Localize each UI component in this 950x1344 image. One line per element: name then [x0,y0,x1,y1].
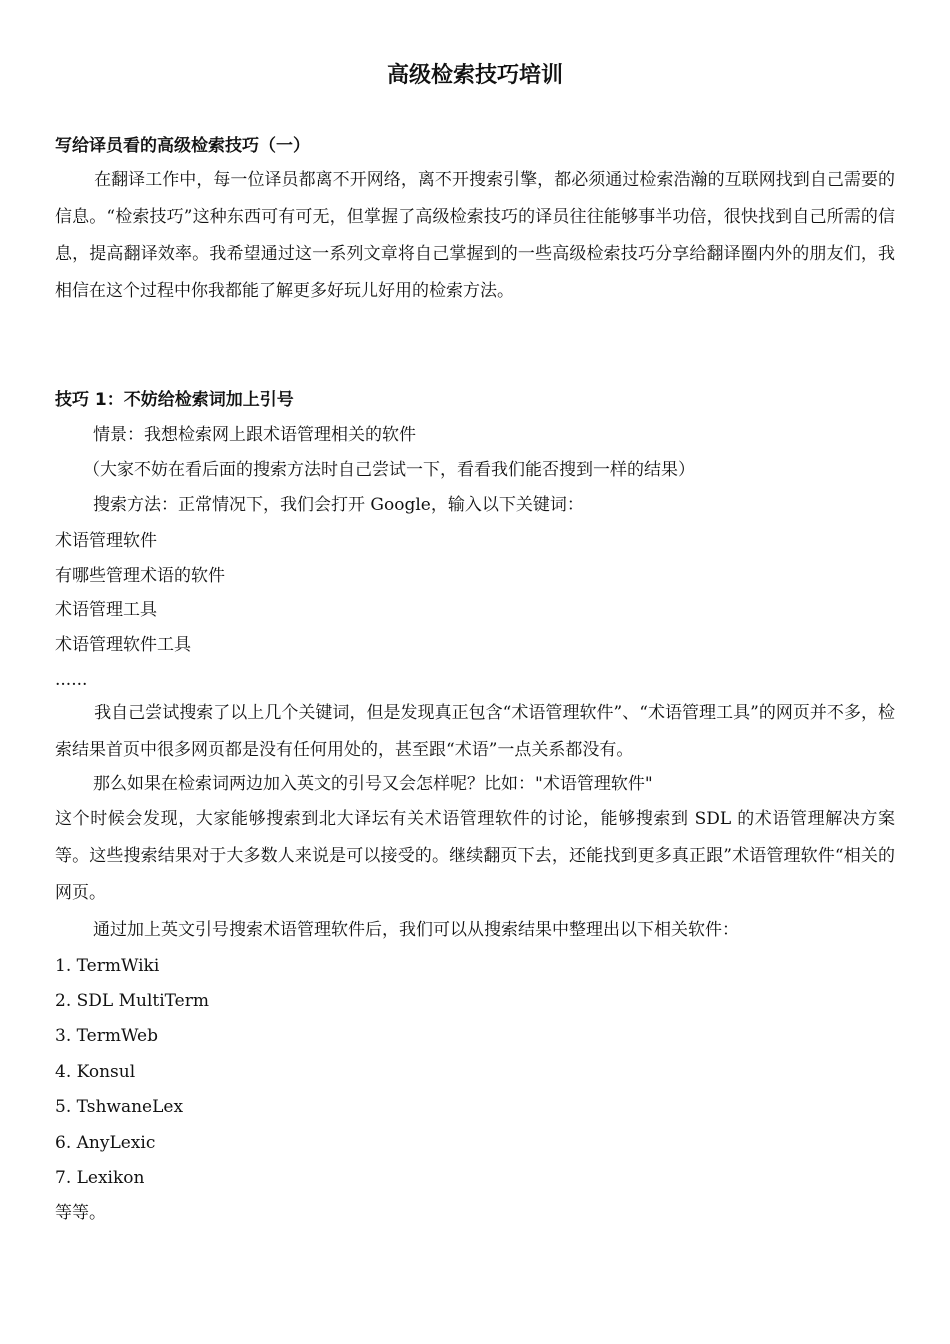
software-item: 1. TermWiki [55,956,160,976]
keyword-item: 术语管理软件 [55,531,157,551]
keyword-item: 有哪些管理术语的软件 [55,566,225,586]
software-item: 3. TermWeb [55,1026,158,1046]
software-item: 7. Lexikon [55,1168,145,1188]
finding-paragraph: 我自己尝试搜索了以上几个关键词，但是发现真正包含“术语管理软件”、“术语管理工具”的网页并不多，检索结果首页中很多网页都是没有任何用处的，甚至跟“术语”一点关系都没有。 [55,703,895,760]
list-intro: 通过加上英文引号搜索术语管理软件后，我们可以从搜索结果中整理出以下相关软件： [93,920,739,940]
section-heading: 写给译员看的高级检索技巧（一） [55,136,310,156]
keyword-ellipsis: ...... [55,670,88,690]
intro-paragraph: 在翻译工作中，每一位译员都离不开网络，离不开搜索引擎，都必须通过检索浩瀚的互联网找到自己需要的信息。“检索技巧”这种东西可有可无，但掌握了高级检索技巧的译员往往能够事半功倍，很快找到自己所需的信息，提高翻译效率。我希望通过这一系列文章将自己掌握到的一些高级检索技巧分享给翻译圈内外的朋友们，我相信在这个过程中你我都能了解更多好玩儿好用的检索方法。 [55,170,895,301]
tip1-heading: 技巧 1：不妨给检索词加上引号 [55,390,294,410]
tip1-note: （大家不妨在看后面的搜索方法时自己尝试一下，看看我们能否搜到一样的结果） [83,460,695,480]
keyword-item: 术语管理工具 [55,600,157,620]
list-ending: 等等。 [55,1203,106,1223]
software-item: 4. Konsul [55,1062,136,1082]
result-paragraph: 这个时候会发现，大家能够搜索到北大译坛有关术语管理软件的讨论，能够搜索到 SDL 的术语管理解决方案等。这些搜索结果对于大多数人来说是可以接受的。继续翻页下去，还能找到更多真正跟”术语管理软件“相关的网页。 [55,809,895,903]
software-item: 6. AnyLexic [55,1133,156,1153]
tip1-method: 搜索方法：正常情况下，我们会打开 Google，输入以下关键词： [93,495,584,515]
keyword-item: 术语管理软件工具 [55,635,191,655]
tip1-scenario: 情景：我想检索网上跟术语管理相关的软件 [93,425,416,445]
document-title: 高级检索技巧培训 [386,63,563,88]
software-item: 2. SDL MultiTerm [55,991,209,1011]
software-item: 5. TshwaneLex [55,1097,184,1117]
quote-example-line: 那么如果在检索词两边加入英文的引号又会怎样呢？比如："术语管理软件" [93,774,653,794]
